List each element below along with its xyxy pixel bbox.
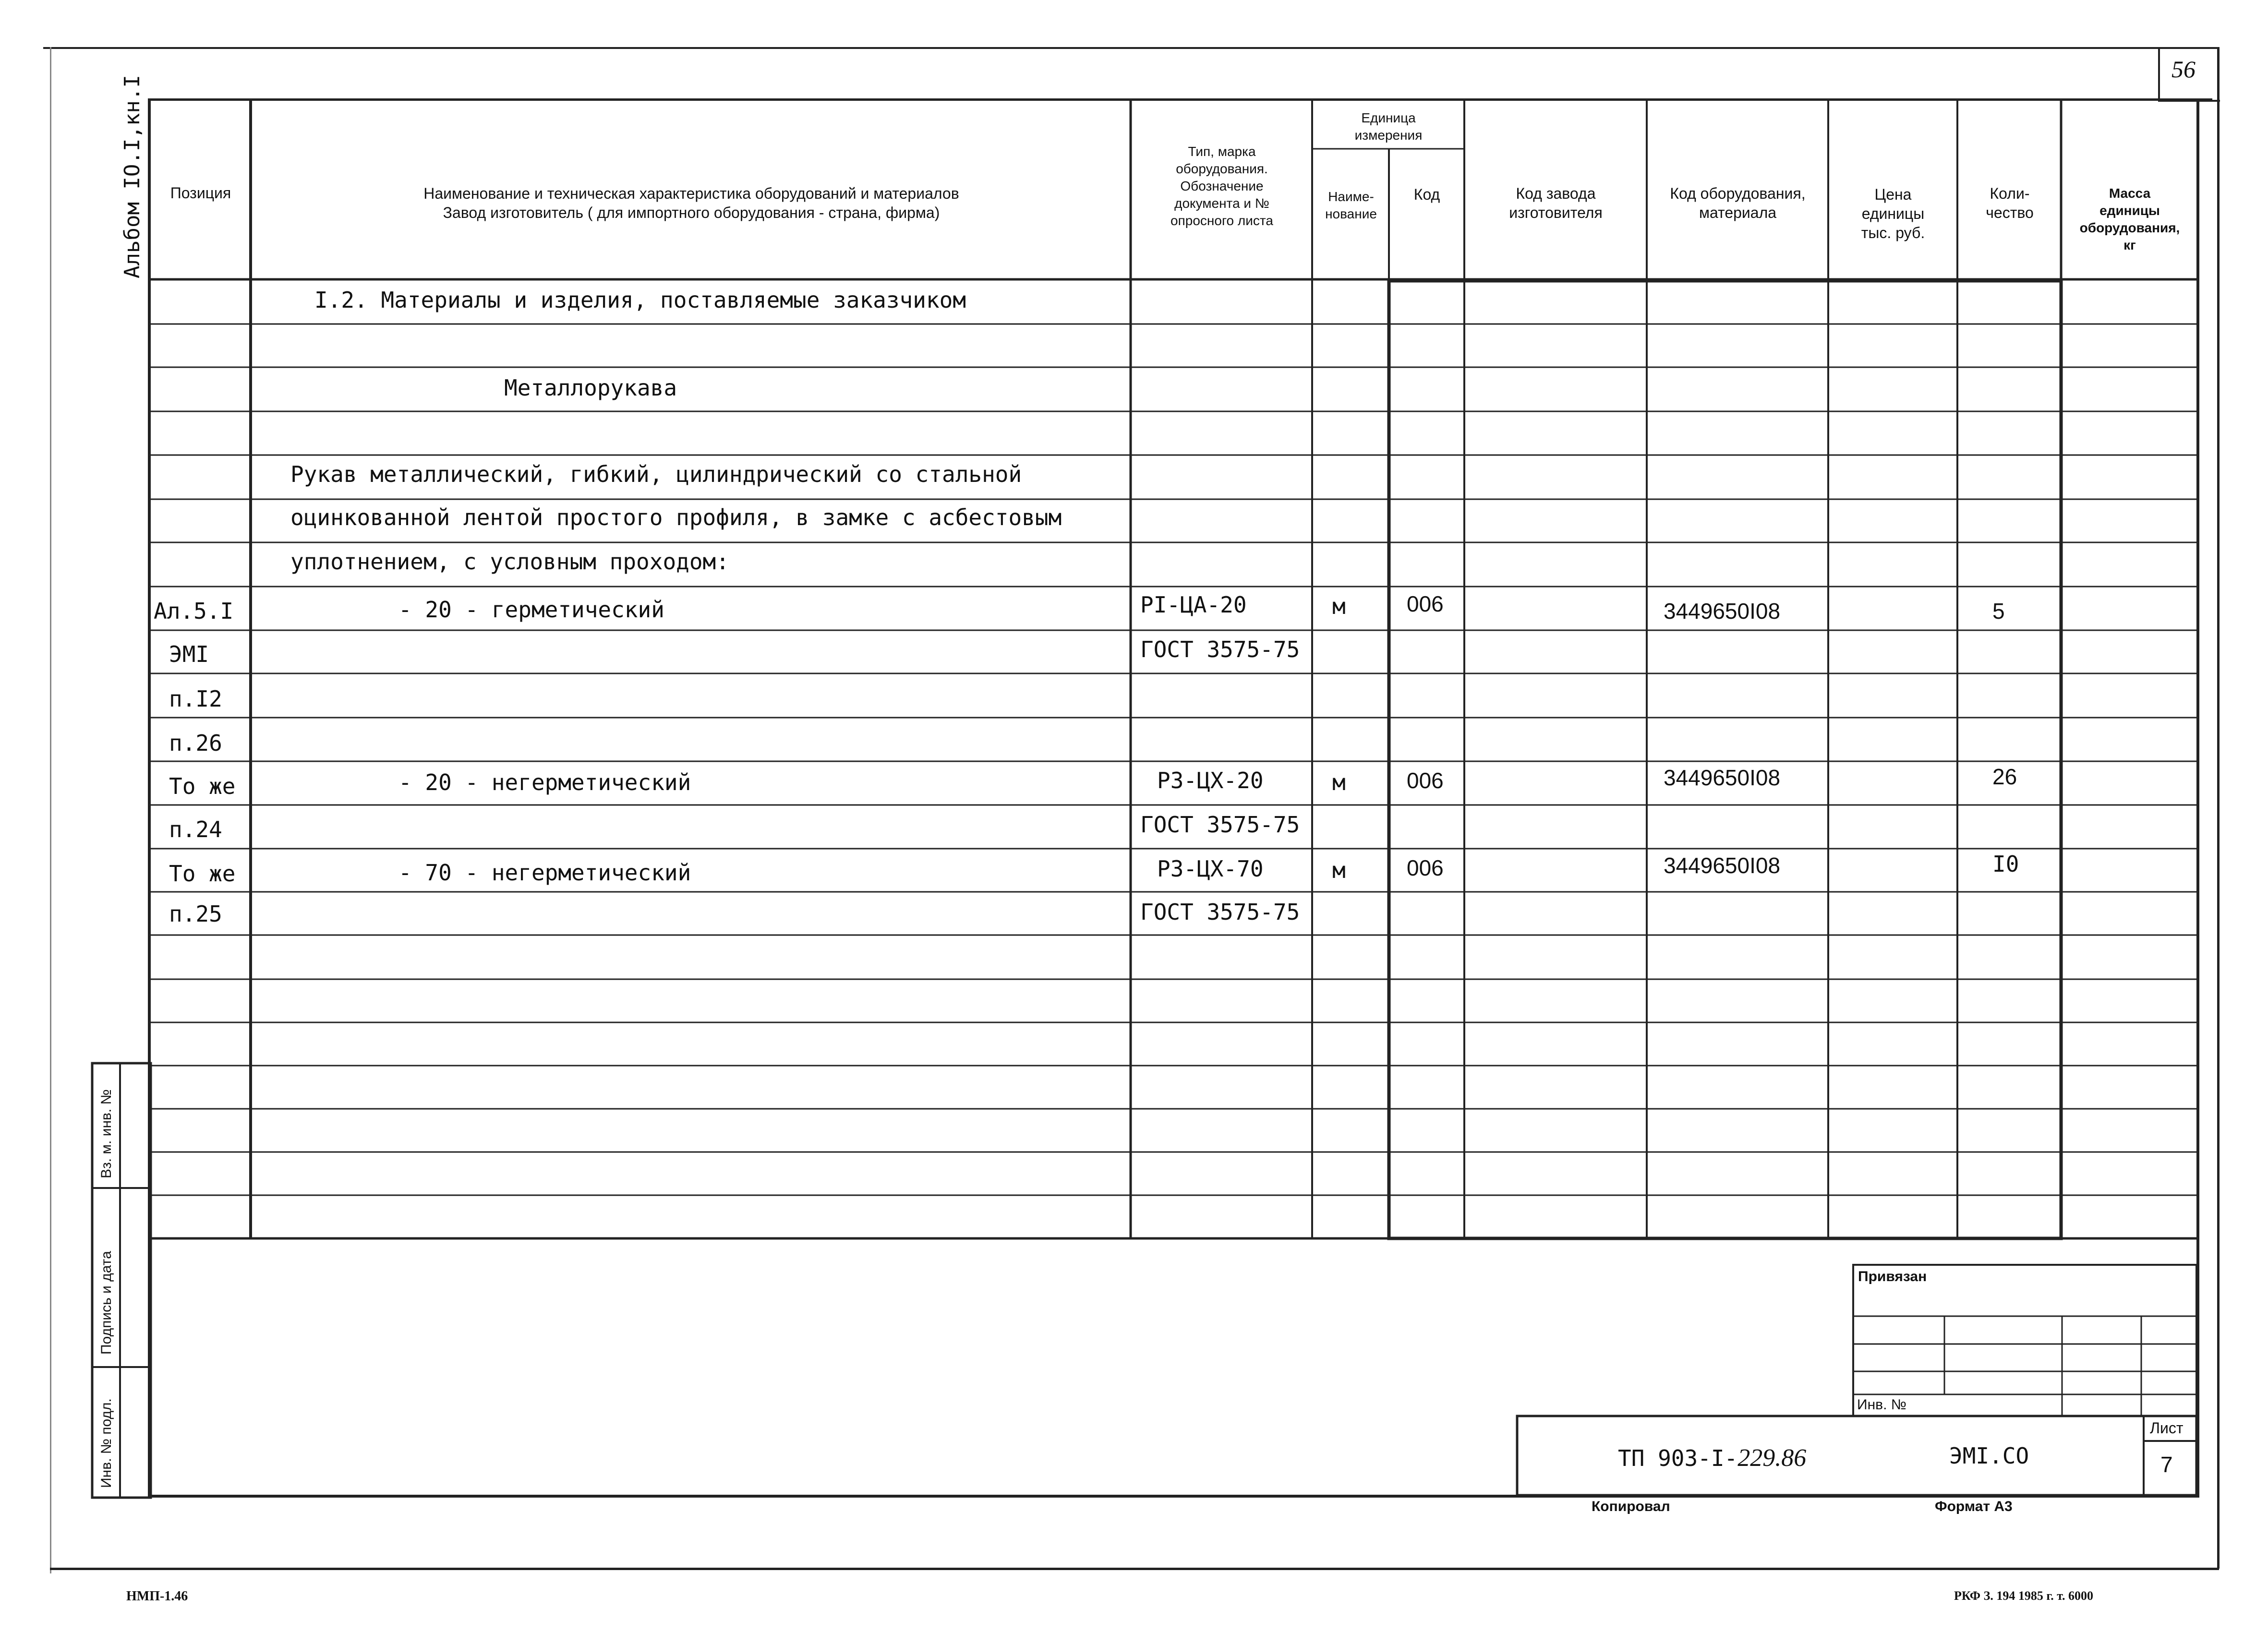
header-plant-code-line2: изготовителя [1509, 204, 1603, 221]
row-13-unit: м [1332, 857, 1346, 883]
page-number: 56 [2171, 56, 2196, 83]
row-7-type: PI-ЦА-20 [1140, 592, 1247, 618]
row-11-unit: м [1332, 769, 1346, 795]
row-6-name: уплотнением, с условным проходом: [290, 549, 729, 575]
header-type-line4: документа и № [1174, 196, 1269, 211]
header-plant-code [1466, 184, 1646, 222]
row-13-pos: То же [169, 861, 236, 887]
header-type-line2: оборудования. [1176, 161, 1268, 176]
row-13-equip: 3449650I08 [1664, 853, 1781, 878]
stamp-privyazan: Привязан [1858, 1269, 1927, 1284]
header-name [254, 184, 1128, 222]
bottom-left-code: НМП-1.46 [126, 1589, 188, 1604]
side-stamp-inv-replace: Вз. м. инв. № [98, 1089, 114, 1178]
row-14-type: ГОСТ 3575-75 [1140, 899, 1300, 925]
row-7-code: 006 [1407, 591, 1444, 616]
row-11-pos: То же [169, 773, 236, 799]
header-name-line2: Завод изготовитель ( для импортного оборудования - страна, фирма) [443, 204, 940, 221]
header-mass-line2: единицы [2099, 203, 2160, 218]
header-price-line2: единицы [1861, 205, 1925, 222]
row-11-code: 006 [1407, 768, 1444, 793]
header-qty-line1: Коли- [1990, 185, 2030, 202]
album-label: Альбом IO.I,кн.I [120, 75, 145, 278]
stamp-doc-code-prefix: ТП 903-I- [1618, 1445, 1738, 1471]
row-13-type: Р3-ЦХ-70 [1157, 856, 1264, 882]
row-14-pos: п.25 [169, 901, 222, 927]
header-equip-code [1648, 184, 1827, 222]
side-stamp-sign-date: Подпись и дата [98, 1251, 114, 1355]
row-12-type: ГОСТ 3575-75 [1140, 812, 1300, 838]
row-10-pos: п.26 [169, 730, 222, 756]
row-7-unit: м [1332, 593, 1346, 619]
side-stamp-inv-orig: Инв. № подл. [98, 1398, 114, 1488]
header-type-line5: опросного листа [1170, 213, 1273, 228]
header-unit [1314, 109, 1463, 144]
bottom-right-code: РКФ З. 194 1985 г. т. 6000 [1954, 1589, 2094, 1603]
stamp-sheet-label: Лист [2150, 1419, 2184, 1437]
row-0-name: I.2. Материалы и изделия, поставляемые заказчиком [314, 287, 966, 313]
row-4-name: Рукав металлический, гибкий, цилиндрический со стальной [290, 461, 1022, 487]
row-9-pos: п.I2 [169, 686, 222, 712]
header-qty-line2: чество [1986, 204, 2034, 221]
row-5-name: оцинкованной лентой простого профиля, в замке с асбестовым [290, 504, 1062, 530]
row-8-type: ГОСТ 3575-75 [1140, 636, 1300, 662]
header-unit-name [1314, 188, 1388, 223]
header-mass [2063, 185, 2197, 254]
header-position: Позиция [170, 184, 231, 202]
header-unit-name-line1: Наиме- [1328, 189, 1374, 204]
bottom-format: Формат А3 [1935, 1499, 2013, 1514]
stamp-doc-mark: ЭМI.СО [1949, 1443, 2029, 1469]
stamp-doc-code [1618, 1445, 1806, 1472]
header-mass-line1: Масса [2109, 186, 2151, 201]
stamp-sheet-number: 7 [2160, 1452, 2173, 1477]
stamp-doc-code-hand: 229.86 [1737, 1444, 1807, 1472]
header-unit-name-line2: нование [1325, 206, 1377, 221]
header-type-line3: Обозначение [1180, 179, 1264, 193]
header-unit-code: Код [1413, 186, 1440, 203]
header-unit-line2: измерения [1354, 128, 1423, 143]
header-unit-line1: Единица [1361, 110, 1416, 125]
row-7-name: - 20 - герметический [398, 597, 664, 623]
row-11-equip: 3449650I08 [1664, 765, 1781, 790]
header-mass-line4: кг [2123, 238, 2136, 252]
header-qty [1959, 184, 2061, 222]
row-13-name: - 70 - негерметический [398, 860, 691, 886]
row-7-equip: 3449650I08 [1664, 599, 1781, 624]
row-8-pos: ЭМI [169, 641, 209, 667]
row-11-qty: 26 [1992, 764, 2017, 789]
row-12-pos: п.24 [169, 816, 222, 842]
header-price [1830, 185, 1956, 242]
bottom-copied: Копировал [1592, 1499, 1670, 1514]
header-type [1133, 143, 1311, 229]
row-2-name: Металлорукава [504, 375, 677, 401]
row-11-name: - 20 - негерметический [398, 769, 691, 795]
header-equip-code-line2: материала [1699, 204, 1777, 221]
row-7-qty: 5 [1992, 599, 2005, 624]
header-price-line3: тыс. руб. [1861, 224, 1925, 241]
header-equip-code-line1: Код оборудования, [1670, 185, 1806, 202]
header-name-line1: Наименование и техническая характеристика оборудований и материалов [423, 185, 959, 202]
stamp-inv-no: Инв. № [1857, 1397, 1906, 1413]
row-11-type: Р3-ЦХ-20 [1157, 768, 1264, 793]
row-13-code: 006 [1407, 855, 1444, 880]
row-7-pos: Ал.5.I [154, 598, 234, 624]
header-price-line1: Цена [1874, 186, 1912, 203]
row-13-qty: I0 [1992, 851, 2019, 877]
header-type-line1: Тип, марка [1188, 144, 1256, 159]
header-plant-code-line1: Код завода [1516, 185, 1596, 202]
header-mass-line3: оборудования, [2079, 220, 2180, 235]
